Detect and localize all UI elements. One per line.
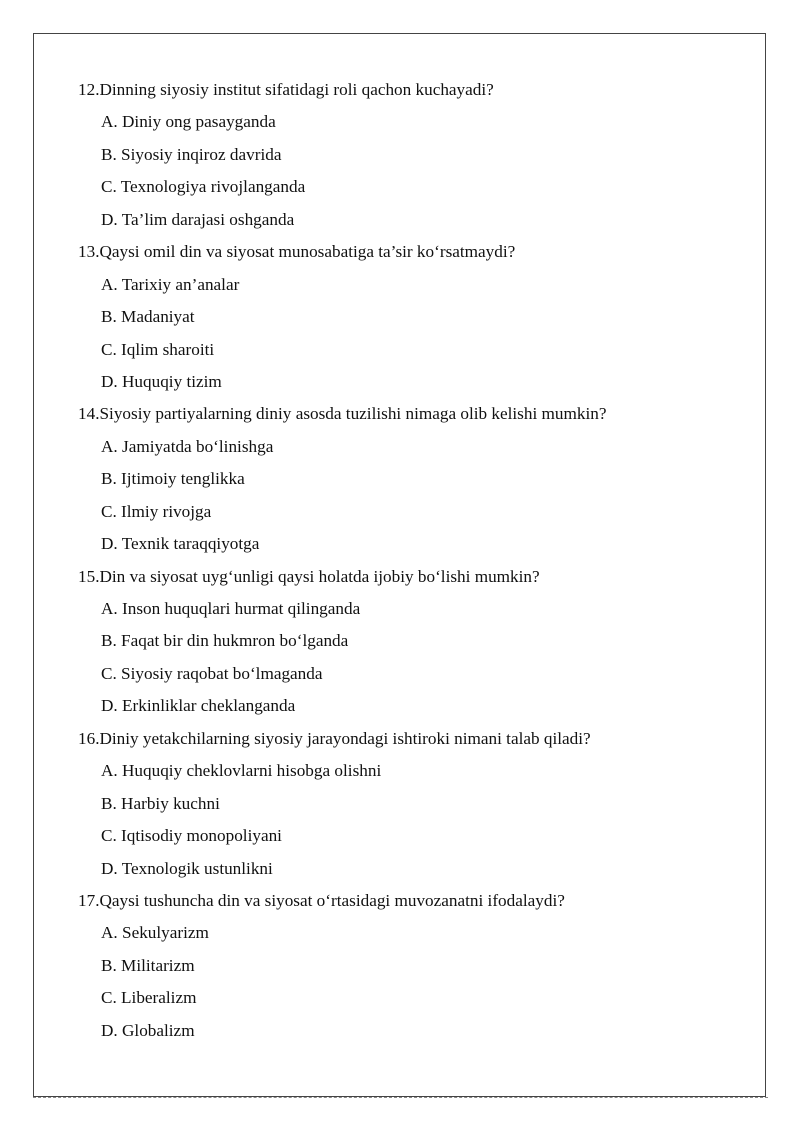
question-text: 17.Qaysi tushuncha din va siyosat o‘rtasidagi muvozanatni ifodalaydi? (78, 890, 565, 910)
answer-option: B. Madaniyat (101, 307, 195, 327)
answer-option: C. Siyosiy raqobat bo‘lmaganda (101, 663, 323, 683)
answer-option: C. Liberalizm (101, 988, 197, 1008)
answer-option: B. Militarizm (101, 955, 195, 975)
answer-option: C. Iqtisodiy monopoliyani (101, 826, 282, 846)
question-list (78, 74, 738, 1047)
question-block (78, 398, 738, 560)
question-text: 15.Din va siyosat uyg‘unligi qaysi holatda ijobiy bo‘lishi mumkin? (78, 566, 540, 586)
answer-option: B. Siyosiy inqiroz davrida (101, 144, 282, 164)
question-block (78, 236, 738, 398)
answer-option: B. Faqat bir din hukmron bo‘lganda (101, 631, 349, 651)
question-text: 13.Qaysi omil din va siyosat munosabatiga ta’sir ko‘rsatmaydi? (78, 242, 516, 262)
question-text: 16.Diniy yetakchilarning siyosiy jarayondagi ishtiroki nimani talab qiladi? (78, 728, 591, 748)
question-block (78, 74, 738, 236)
answer-option: B. Ijtimoiy tenglikka (101, 469, 245, 489)
bottom-rule (33, 1097, 768, 1099)
answer-option: A. Inson huquqlari hurmat qilinganda (101, 599, 361, 618)
answer-option: A. Diniy ong pasayganda (101, 112, 276, 132)
answer-option: A. Huquqiy cheklovlarni hisobga olishni (101, 761, 382, 781)
question-text: 12.Dinning siyosiy institut sifatidagi roli qachon kuchayadi? (78, 80, 494, 99)
answer-option: D. Ta’lim darajasi oshganda (101, 209, 295, 229)
answer-option: D. Huquqiy tizim (101, 371, 222, 391)
answer-option: A. Tarixiy an’analar (101, 274, 240, 294)
answer-option: A. Jamiyatda bo‘linishga (101, 436, 274, 456)
answer-option: C. Ilmiy rivojga (101, 501, 212, 521)
answer-option: A. Sekulyarizm (101, 923, 209, 943)
answer-option: D. Globalizm (101, 1020, 195, 1040)
answer-option: B. Harbiy kuchni (101, 793, 220, 813)
question-block (78, 561, 738, 723)
answer-option: D. Texnologik ustunlikni (101, 858, 273, 878)
answer-option: C. Iqlim sharoiti (101, 339, 215, 359)
answer-option: C. Texnologiya rivojlanganda (101, 177, 306, 197)
question-text: 14.Siyosiy partiyalarning diniy asosda tuzilishi nimaga olib kelishi mumkin? (78, 404, 607, 424)
question-block (78, 723, 738, 885)
answer-option: D. Erkinliklar cheklanganda (101, 696, 296, 716)
question-block (78, 885, 738, 1047)
answer-option: D. Texnik taraqqiyotga (101, 534, 260, 554)
